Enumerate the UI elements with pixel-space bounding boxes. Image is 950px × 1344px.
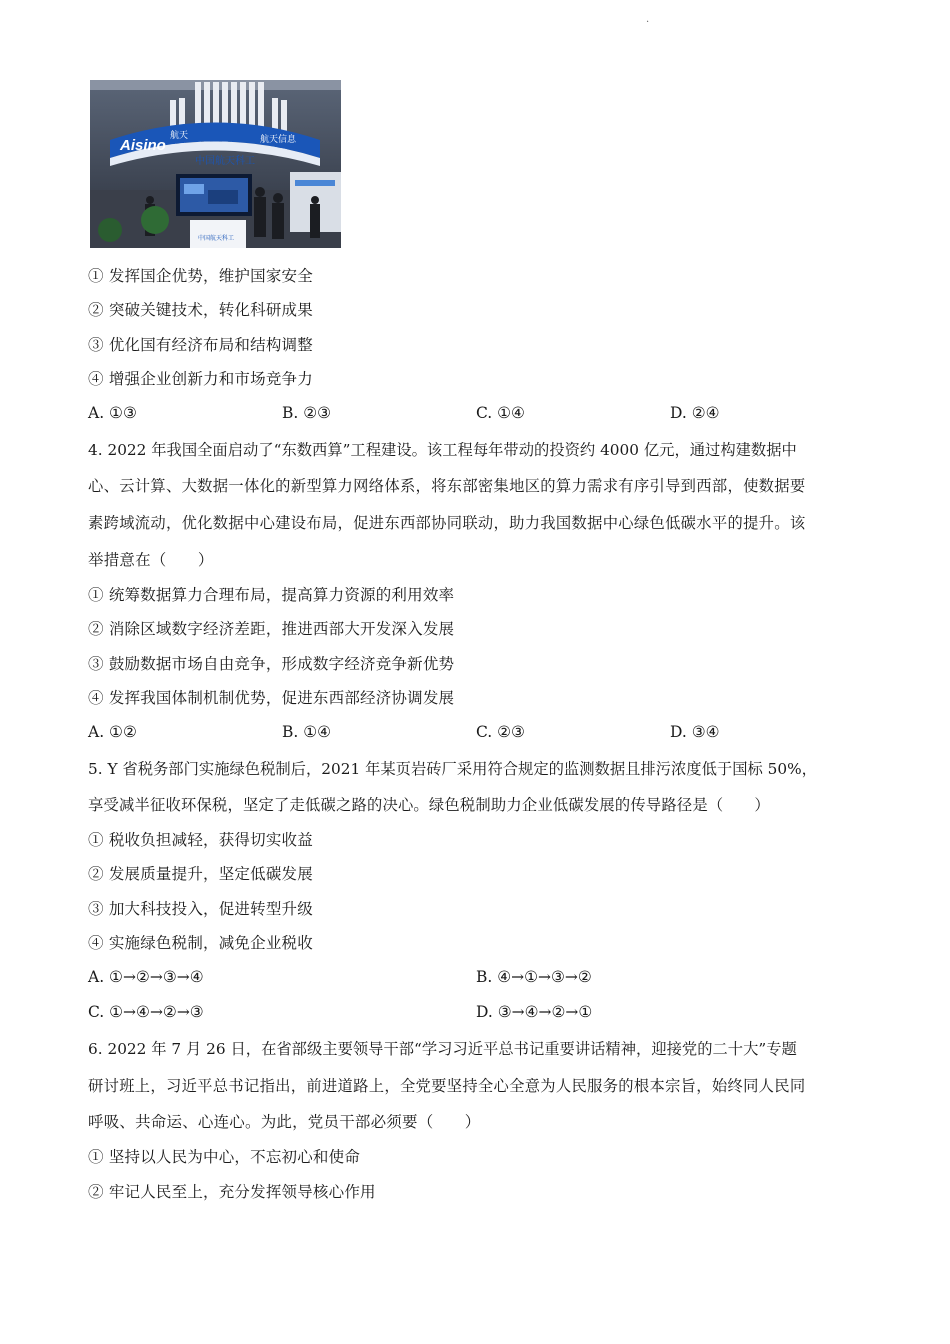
q4-item-2: ② 消除区域数字经济差距，推进西部大开发深入发展 <box>88 620 455 638</box>
q3-option-a: A. ①③ <box>88 404 137 422</box>
svg-text:航天信息: 航天信息 <box>260 135 297 145</box>
q5-stem-line-2: 享受减半征收环保税，坚定了走低碳之路的决心。绿色税制助力企业低碳发展的传导路径是（ ） <box>88 796 770 814</box>
exhibition-booth-photo <box>90 80 341 248</box>
q4-item-3: ③ 鼓励数据市场自由竞争，形成数字经济竞争新优势 <box>88 655 455 673</box>
q6-item-2: ② 牢记人民至上，充分发挥领导核心作用 <box>88 1183 376 1201</box>
page-mark: . <box>646 14 650 25</box>
q3-option-c: C. ①④ <box>476 404 525 422</box>
q5-option-a: A. ①→②→③→④ <box>88 968 204 986</box>
q5-option-b: B. ④→①→③→② <box>476 968 592 986</box>
q6-stem-line-3: 呼吸、共命运、心连心。为此，党员干部必须要（ ） <box>88 1113 481 1131</box>
q4-option-a: A. ①② <box>88 723 137 741</box>
q5-option-d: D. ③→④→②→① <box>476 1003 593 1021</box>
q5-stem-line-1: 5. Y 省税务部门实施绿色税制后，2021 年某页岩砖厂采用符合规定的监测数据且排污浓度低于国标 50%， <box>88 760 817 778</box>
q5-item-4: ④ 实施绿色税制，减免企业税收 <box>88 934 313 952</box>
svg-text:中国航天科工: 中国航天科工 <box>198 235 235 242</box>
q5-option-c: C. ①→④→②→③ <box>88 1003 204 1021</box>
q5-item-1: ① 税收负担减轻，获得切实收益 <box>88 831 313 849</box>
svg-text:中国航天科工: 中国航天科工 <box>195 156 255 167</box>
q6-stem-line-1: 6. 2022 年 7 月 26 日，在省部级主要领导干部“学习习近平总书记重要讲话精神，迎接党的二十大”专题 <box>88 1040 797 1058</box>
q3-option-b: B. ②③ <box>282 404 332 422</box>
q3-option-d: D. ②④ <box>670 404 720 422</box>
q6-stem-line-2: 研讨班上，习近平总书记指出，前进道路上，全党要坚持全心全意为人民服务的根本宗旨，始终同人民同 <box>88 1077 806 1095</box>
q3-item-2: ② 突破关键技术，转化科研成果 <box>88 301 313 319</box>
q4-stem-line-2: 心、云计算、大数据一体化的新型算力网络体系，将东部密集地区的算力需求有序引导到西部，使数据要 <box>88 477 806 495</box>
q4-option-d: D. ③④ <box>670 723 720 741</box>
q4-item-4: ④ 发挥我国体制机制优势，促进东西部经济协调发展 <box>88 689 455 707</box>
q4-stem-line-3: 素跨域流动，优化数据中心建设布局，促进东西部协同联动，助力我国数据中心绿色低碳水平的提升。该 <box>88 514 806 532</box>
q5-item-3: ③ 加大科技投入，促进转型升级 <box>88 900 313 918</box>
q3-item-1: ① 发挥国企优势，维护国家安全 <box>88 267 313 285</box>
q3-item-3: ③ 优化国有经济布局和结构调整 <box>88 336 313 354</box>
q4-item-1: ① 统筹数据算力合理布局，提高算力资源的利用效率 <box>88 586 455 604</box>
q6-item-1: ① 坚持以人民为中心，不忘初心和使命 <box>88 1148 361 1166</box>
q4-option-c: C. ②③ <box>476 723 525 741</box>
brand-logo-text: Aisino <box>120 137 166 154</box>
q4-stem-line-4: 举措意在（ ） <box>88 551 214 569</box>
q4-option-b: B. ①④ <box>282 723 332 741</box>
q4-stem-line-1: 4. 2022 年我国全面启动了“东数西算”工程建设。该工程每年带动的投资约 4000 亿元，通过构建数据中 <box>88 441 797 459</box>
svg-text:航天: 航天 <box>170 131 189 141</box>
q3-item-4: ④ 增强企业创新力和市场竞争力 <box>88 370 313 388</box>
q5-item-2: ② 发展质量提升，坚定低碳发展 <box>88 865 313 883</box>
